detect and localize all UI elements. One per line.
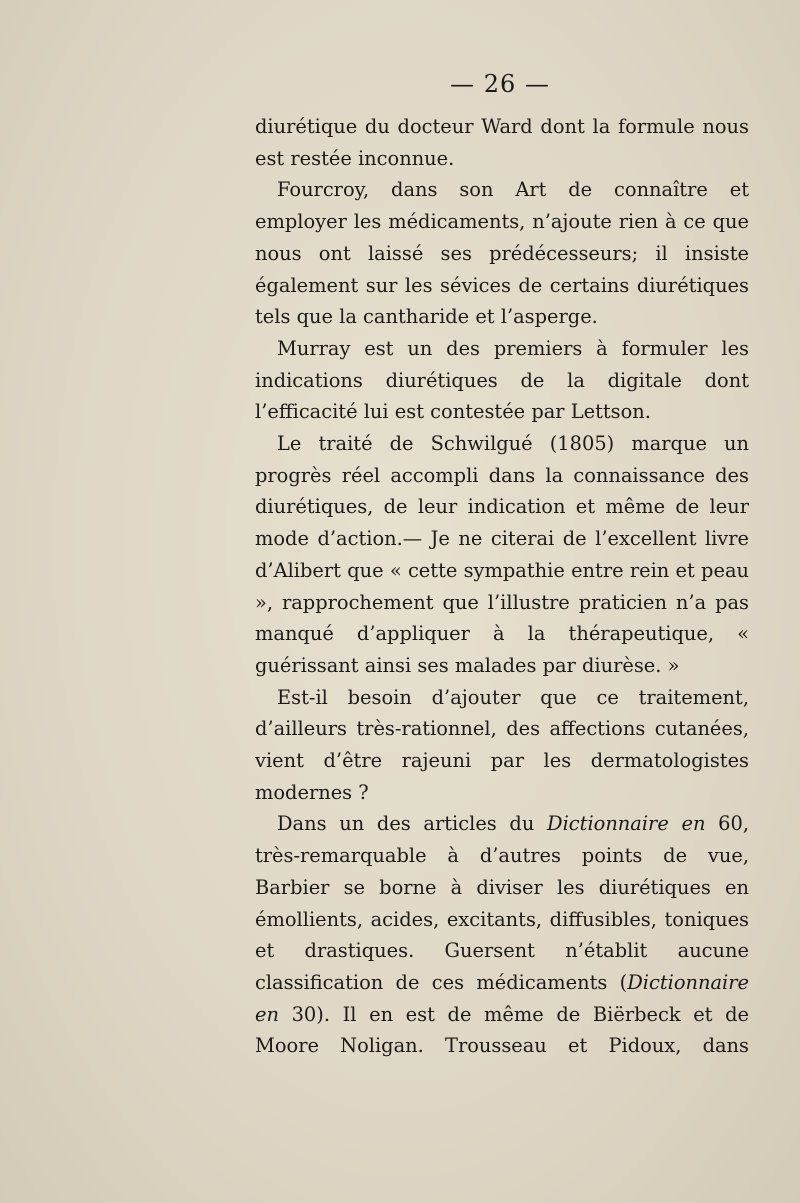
paragraph-6-part-b: 60, très-remarquable à d’autres points de vue, Barbier se borne à diviser les diurétiques en émollients, acides, excitants, diffusibles, toniques et drastiques. Guersent n’établit aucune classification de ces médicaments (: [255, 812, 750, 994]
page-number-text: — 26 —: [450, 70, 550, 98]
body-text: [255, 111, 749, 1062]
paragraph-4: Le traité de Schwilgué (1805) marque un progrès réel accompli dans la connaissance des diurétiques, de leur indication et même de leur mode d’action.— Je ne citerai de l’excellent livre d’Alibert que « cette sympathie entre rein et peau », rapprochement que l’illustre praticien n’a pas manqué d’appliquer à la thérapeutique, « guérissant ainsi ses malades par diurèse. »: [255, 432, 749, 677]
dictionary-title-2: Dictionnaire en: [255, 970, 749, 1026]
paragraph-6-part-c: 30). Il en est de même de Biërbeck et de Moore Noligan. Trousseau et Pidoux, dans: [255, 1002, 749, 1058]
paragraph-1: diurétique du docteur Ward dont la formule nous est restée inconnue.: [255, 115, 749, 170]
page-number: [0, 70, 800, 98]
paragraph-6-part-a: Dans un des articles du: [277, 812, 535, 836]
paragraph-6: [255, 808, 749, 1062]
paragraph-5: Est-il besoin d’ajouter que ce traitement, d’ailleurs très-rationnel, des affections cutanées, vient d’être rajeuni par les dermatologistes modernes ?: [255, 685, 749, 804]
dictionary-title-1: Dictionnaire en: [547, 812, 706, 836]
paragraph-3: Murray est un des premiers à formuler les indications diurétiques de la digitale dont l’efficacité lui est contestée par Lettson.: [255, 336, 749, 424]
paragraph-2: Fourcroy, dans son Art de connaître et employer les médicaments, n’ajoute rien à ce que nous ont laissé ses prédécesseurs; il insiste également sur les sévices de certains diurétiques tels que la cantharide et l’asperge.: [255, 178, 749, 329]
